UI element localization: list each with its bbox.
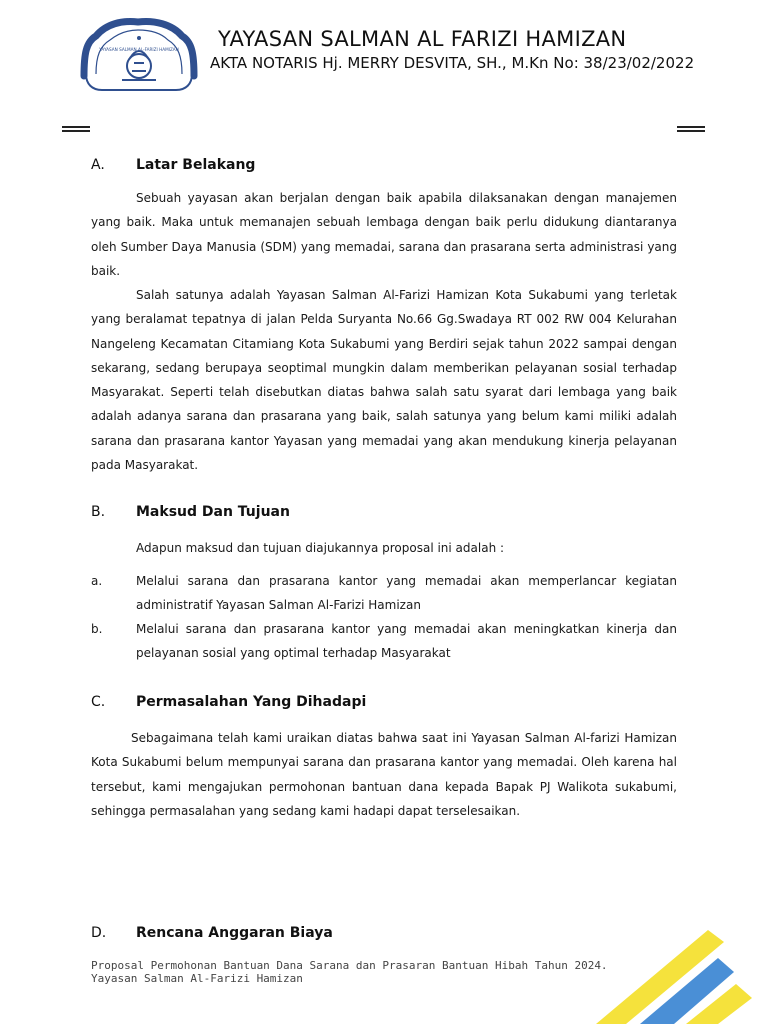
header-rule-right: [677, 126, 705, 132]
foundation-logo: [78, 14, 200, 94]
list-item: [91, 617, 677, 665]
section-a-title: Latar Belakang: [136, 157, 256, 173]
page-footer: [91, 960, 608, 985]
section-d-letter: D.: [91, 925, 107, 941]
section-b-letter: B.: [91, 504, 106, 520]
list-item-marker: a.: [91, 574, 103, 588]
section-c-heading: [91, 694, 366, 710]
list-item-text: Melalui sarana dan prasarana kantor yang memadai akan meningkatkan kinerja dan pelayanan sosial yang optimal terhadap Masyarakat: [136, 622, 677, 660]
section-a-heading: [91, 157, 255, 173]
section-b-title: Maksud Dan Tujuan: [136, 504, 290, 520]
organization-name: YAYASAN SALMAN AL FARIZI HAMIZAN: [218, 27, 627, 51]
svg-text:YAYASAN SALMAN AL-FARIZI HAMIZ: YAYASAN SALMAN AL-FARIZI HAMIZAN: [99, 47, 179, 52]
header-rule-left: [62, 126, 90, 132]
section-b-intro: Adapun maksud dan tujuan diajukannya proposal ini adalah :: [136, 541, 505, 555]
section-b-heading: [91, 504, 290, 520]
section-d-heading: [91, 925, 333, 941]
section-a-paragraph-1: Sebuah yayasan akan berjalan dengan baik apabila dilaksanakan dengan manajemen yang baik. Maka untuk memanajen sebuah lembaga dengan baik perlu didukung diantaranya oleh Sumber Daya Manusia (SDM) yang memadai, sarana dan prasarana serta administrasi yang baik.: [91, 191, 677, 278]
notary-deed: AKTA NOTARIS Hj. MERRY DESVITA, SH., M.Kn No: 38/23/02/2022: [210, 54, 695, 72]
section-c-title: Permasalahan Yang Dihadapi: [136, 694, 367, 710]
section-a-paragraph-2: Salah satunya adalah Yayasan Salman Al-Farizi Hamizan Kota Sukabumi yang terletak yang beralamat tepatnya di jalan Pelda Suryanta No.66 Gg.Swadaya RT 002 RW 004 Kelurahan Nangeleng Kecamatan Citamiang Kota Sukabumi yang Berdiri sejak tahun 2022 sampai dengan sekarang, sedang berupaya seoptimal mungkin dalam memberikan pelayanan sosial terhadap Masyarakat. Seperti telah disebutkan diatas bahwa salah satu syarat dari lembaga yang baik adalah adanya sarana dan prasarana yang baik, salah satunya yang belum kami miliki adalah sarana dan prasarana kantor Yayasan yang memadai yang akan mendukung kinerja pelayanan pada Masyarakat.: [91, 288, 677, 473]
footer-line-2: Yayasan Salman Al-Farizi Hamizan: [91, 971, 303, 985]
section-d-title: Rencana Anggaran Biaya: [136, 925, 333, 941]
corner-ribbon-decoration: [590, 924, 768, 1024]
list-item-marker: b.: [91, 622, 103, 636]
footer-line-1: Proposal Permohonan Bantuan Dana Sarana dan Prasaran Bantuan Hibah Tahun 2024.: [91, 959, 608, 972]
list-item: [91, 569, 677, 617]
list-item-text: Melalui sarana dan prasarana kantor yang memadai akan memperlancar kegiatan administratif Yayasan Salman Al-Farizi Hamizan: [136, 574, 677, 612]
section-c-letter: C.: [91, 694, 106, 710]
section-a-letter: A.: [91, 157, 105, 173]
section-c-paragraph: Sebagaimana telah kami uraikan diatas bahwa saat ini Yayasan Salman Al-farizi Hamizan Kota Sukabumi belum mempunyai sarana dan prasarana kantor yang memadai. Oleh karena hal tersebut, kami mengajukan permohonan bantuan dana kepada Bapak PJ Walikota sukabumi, sehingga permasalahan yang sedang kami hadapi dapat terselesaikan.: [91, 731, 677, 818]
